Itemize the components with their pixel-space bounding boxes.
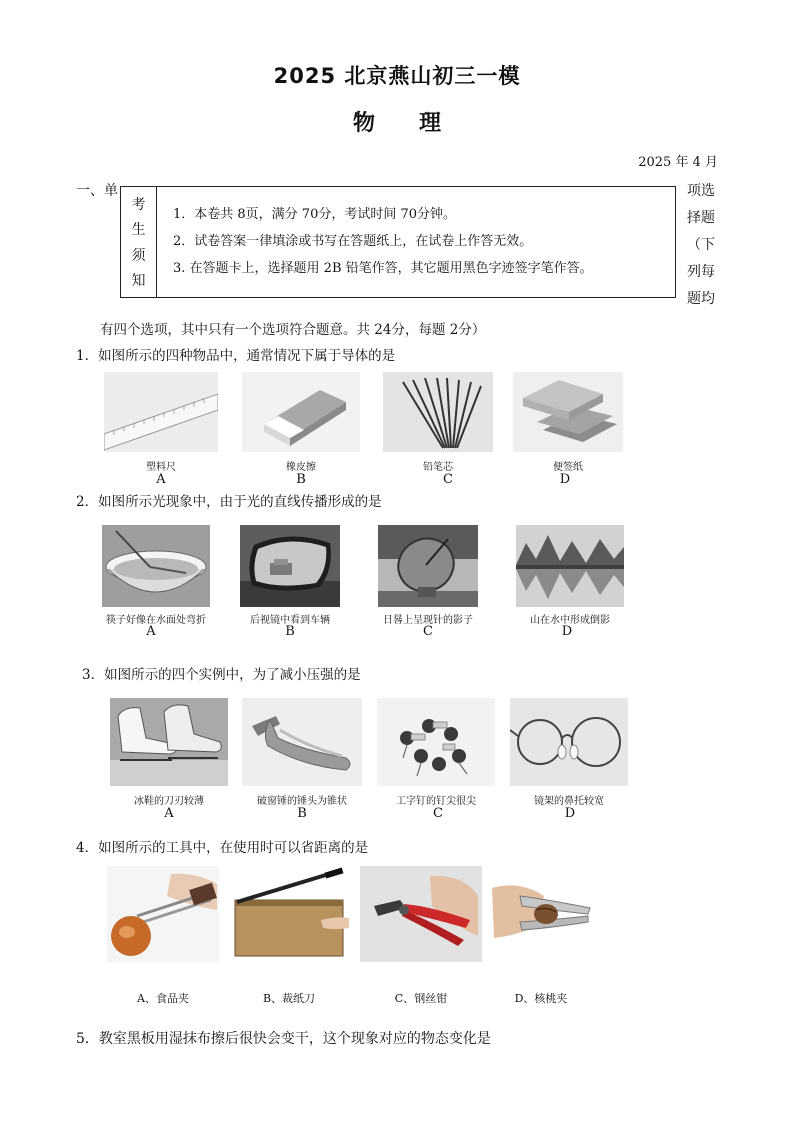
- page-title: 2025 北京燕山初三一模: [273, 64, 521, 88]
- subject-char-2: 理: [419, 111, 442, 136]
- option-caption: 镜架的鼻托较宽: [534, 796, 604, 807]
- exam-date: 2025 年 4 月: [638, 155, 718, 170]
- plastic-ruler-image: [104, 372, 218, 452]
- option-caption: 塑料尺: [146, 462, 176, 473]
- push-pins-image: [377, 698, 495, 786]
- question-5-stem: 5．教室黑板用湿抹布擦后很快会变干，这个现象对应的物态变化是: [76, 1031, 491, 1047]
- section-prefix: 一、单: [76, 183, 118, 199]
- glasses-image: [510, 698, 628, 786]
- question-2-stem: 2．如图所示光现象中，由于光的直线传播形成的是: [76, 494, 382, 510]
- section-side-4: 列每: [687, 264, 715, 280]
- option-letter: C: [443, 472, 453, 487]
- mountain-reflection-image: [516, 525, 624, 607]
- ice-skates-image: [110, 698, 228, 786]
- section-side-2: 择题: [687, 210, 715, 226]
- notice-label: [121, 187, 157, 297]
- option-letter: D: [559, 472, 571, 487]
- pliers-image: [360, 866, 482, 962]
- notice-label-char: 知: [131, 273, 146, 290]
- option-letter: A: [156, 472, 166, 487]
- option-caption: 筷子好像在水面处弯折: [106, 615, 206, 626]
- option-caption: 橡皮擦: [286, 462, 316, 473]
- option-letter: A: [146, 624, 156, 639]
- option-caption: B、裁纸刀: [262, 992, 316, 1005]
- option-letter: B: [285, 624, 295, 639]
- option-caption: D、核桃夹: [514, 992, 568, 1005]
- notice-label-char: 考: [131, 196, 146, 213]
- option-letter: B: [296, 472, 306, 487]
- option-caption: 山在水中形成倒影: [530, 615, 610, 626]
- option-letter: A: [164, 806, 174, 821]
- notice-item-1: 1．本卷共 8页，满分 70分，考试时间 70分钟。: [173, 207, 457, 222]
- notice-item-3: 3. 在答题卡上，选择题用 2B 铅笔作答，其它题用黑色字迹签字笔作答。: [173, 261, 593, 276]
- notice-label-char: 生: [131, 222, 146, 239]
- exam-notice-box: [120, 186, 676, 298]
- question-1-stem: 1．如图所示的四种物品中，通常情况下属于导体的是: [76, 348, 396, 364]
- rearview-mirror-image: [240, 525, 340, 607]
- option-caption: 后视镜中看到车辆: [250, 615, 330, 626]
- bent-chopstick-image: [102, 525, 210, 607]
- option-caption: 工字钉的钉尖很尖: [396, 796, 476, 807]
- paper-cutter-image: [227, 866, 351, 962]
- option-letter: B: [297, 806, 307, 821]
- eraser-image: [242, 372, 360, 452]
- nutcracker-image: [490, 866, 592, 962]
- option-letter: D: [561, 624, 573, 639]
- option-letter: D: [564, 806, 576, 821]
- notice-items: [173, 201, 593, 282]
- pencil-leads-image: [383, 372, 493, 452]
- option-caption: 冰鞋的刀刃较薄: [134, 796, 204, 807]
- subject-char-1: 物: [352, 111, 375, 136]
- option-caption: 便签纸: [553, 462, 583, 473]
- sticky-notes-image: [513, 372, 623, 452]
- section-side-1: 项选: [687, 183, 715, 199]
- safety-hammer-image: [242, 698, 362, 786]
- option-caption: 破窗锤的锤头为锥状: [257, 796, 347, 807]
- option-caption: A、食品夹: [137, 992, 189, 1005]
- option-caption: 日晷上呈现针的影子: [383, 615, 473, 626]
- option-caption: 铅笔芯: [423, 462, 453, 473]
- section-side-5: 题均: [687, 291, 715, 307]
- option-letter: C: [433, 806, 443, 821]
- question-4-stem: 4．如图所示的工具中，在使用时可以省距离的是: [76, 840, 369, 856]
- option-caption: C、钢丝钳: [394, 992, 448, 1005]
- subject-title: [0, 106, 794, 137]
- notice-label-char: 须: [131, 247, 146, 264]
- food-tongs-image: [107, 866, 219, 962]
- section-side-3: （下: [687, 237, 715, 253]
- option-letter: C: [423, 624, 433, 639]
- question-3-stem: 3．如图所示的四个实例中，为了减小压强的是: [82, 667, 361, 683]
- notice-item-2: 2．试卷答案一律填涂或书写在答题纸上，在试卷上作答无效。: [173, 234, 533, 249]
- sundial-image: [378, 525, 478, 607]
- section-instruction: 有四个选项，其中只有一个选项符合题意。共 24分，每题 2分）: [100, 322, 486, 338]
